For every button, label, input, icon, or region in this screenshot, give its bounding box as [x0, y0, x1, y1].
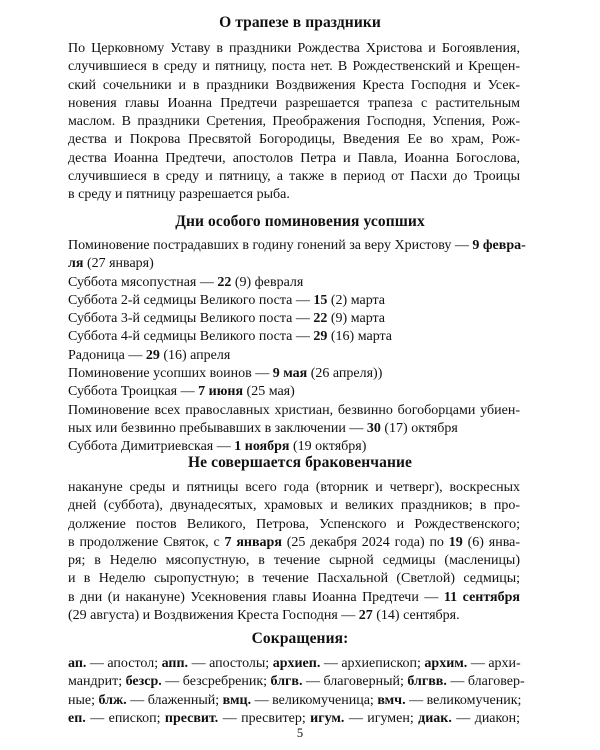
text-line: накануне среды и пятницы всего года (вторник и четверг), воскресных [68, 480, 520, 495]
list-item: Суббота 4-й седмицы Великого поста — 29 (16) марта [68, 329, 393, 345]
list-item: Поминовение усопших воинов — 9 мая (26 апреля)) [68, 366, 383, 382]
section-title-pominovenie: Дни особого поминовения усопших [175, 213, 425, 230]
text-line: маслом. В праздники Сретения, Преображения Господня, Успения, Рож- [68, 114, 520, 130]
list-item: ля (27 января) [68, 256, 154, 272]
list-item: ных или безвинно пребывавших в заключении — 30 (17) октября [68, 420, 458, 436]
page-number: 5 [296, 726, 304, 740]
list-pominovenie [68, 237, 526, 457]
list-item: Суббота Димитриевская — 1 ноября (19 октября) [68, 439, 367, 455]
text-line: случившиеся в среду и пятницу, поста нет. В Рождественский и Крещен- [68, 59, 520, 75]
list-item: Радоница — 29 (16) апреля [68, 347, 231, 363]
text-line: По Церковному Уставу в праздники Рождества Христова и Богоявления, [68, 41, 520, 56]
list-item: Суббота 3-й седмицы Великого поста — 22 (9) марта [68, 311, 386, 327]
text-line: ря; в Неделю мясопустную, в течение сырной седмицы (масленицы) [68, 553, 520, 569]
abbreviation-line: мандрит; безср. — безсребреник; блгв. — благоверный; блгвв. — благовер- [68, 674, 525, 690]
abbreviations-list [68, 655, 525, 728]
list-item: Суббота 2-й седмицы Великого поста — 15 (2) марта [68, 292, 386, 308]
abbreviation-line: ап. — апостол; апп. — апостолы; архиеп. — архиепископ; архим. — архи- [68, 656, 521, 671]
text-line: должение постов Великого, Петрова, Успенского и Рождественского; [68, 516, 520, 532]
section-title-trapeza: О трапезе в праздники [219, 14, 381, 31]
paragraph-trapeza [68, 40, 520, 205]
list-item: Суббота Троицкая — 7 июня (25 мая) [68, 384, 295, 400]
text-line: в среду и пятницу разрешается рыба. [68, 187, 290, 203]
section-title-sokrashcheniya: Сокращения: [251, 630, 349, 647]
list-item: Поминовение пострадавших в годину гонений за веру Христову — 9 февра- [68, 238, 526, 253]
section-title-venchanie: Не совершается браковенчание [187, 454, 412, 471]
abbreviation-line: ные; блж. — блаженный; вмц. — великомученица; вмч. — великомученик; [68, 692, 522, 708]
paragraph-venchanie [68, 479, 520, 625]
text-line: случившиеся в среду и пятницу, а также в период от Пасхи до Троицы [68, 169, 520, 185]
text-line: и в Неделю сыропустную; в течение Пасхальной (Светлой) седмицы; [68, 571, 520, 587]
text-line: в дни (и накануне) Усекновения главы Иоанна Предтечи — 11 сентября [68, 589, 520, 605]
abbreviation-line: еп. — епископ; пресвит. — пресвитер; игум. — игумен; диак. — диакон; [68, 710, 520, 726]
text-line: ский сочельники и в праздники Воздвижения Креста Господня и Усек- [68, 77, 520, 93]
text-line: дней (суббота), двунадесятых, храмовых и великих праздников; в про- [68, 498, 520, 514]
list-item: Поминовение всех православных христиан, безвинно богоборцами убиен- [68, 402, 520, 418]
text-line: в продолжение Святок, с 7 января (25 декабря 2024 года) по 19 (6) янва- [68, 534, 521, 550]
text-line: дества Иоанна Предтечи, апостолов Петра и Павла, Иоанна Богослова, [68, 150, 520, 166]
text-line: (29 августа) и Воздвижения Креста Господня — 27 (14) сентября. [68, 608, 460, 624]
list-item: Суббота мясопустная — 22 (9) февраля [68, 274, 304, 290]
text-line: дества и Покрова Пресвятой Богородицы, Введения Ее во храм, Рож- [68, 132, 520, 148]
text-line: новения главы Иоанна Предтечи разрешается трапеза с растительным [68, 95, 520, 111]
